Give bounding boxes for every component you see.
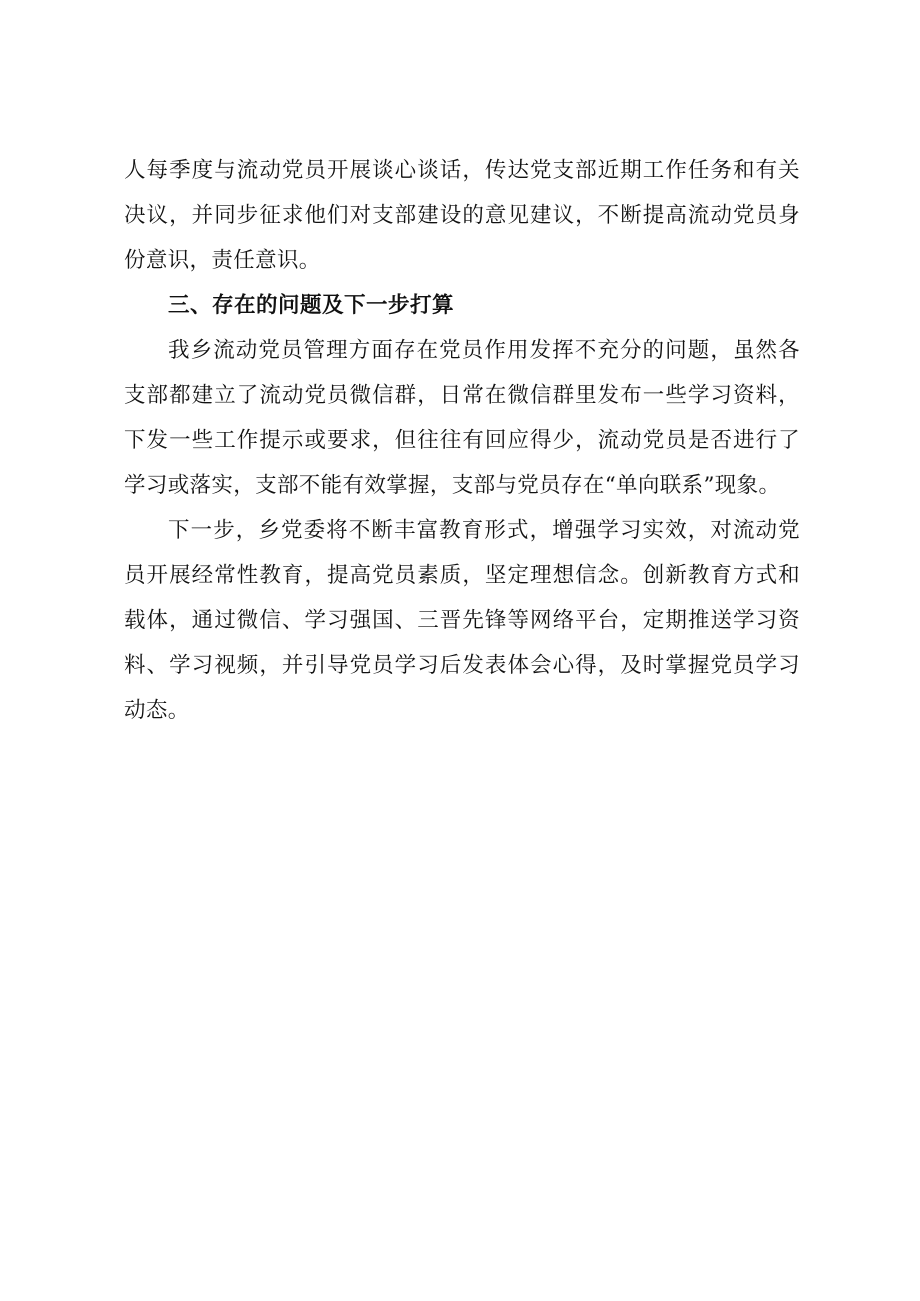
paragraph-continued: 人每季度与流动党员开展谈心谈话，传达党支部近期工作任务和有关决议，并同步征求他们对支部建设的意见建议，不断提高流动党员身份意识，责任意识。 [124,158,800,273]
paragraph-problems: 我乡流动党员管理方面存在党员作用发挥不充分的问题，虽然各支部都建立了流动党员微信群，日常在微信群里发布一些学习资料，下发一些工作提示或要求，但往往有回应得少，流动党员是否进行了学习或落实，支部不能有效掌握，支部与党员存在“单向联系”现象。 [124,338,800,498]
paragraph-next-steps: 下一步，乡党委将不断丰富教育形式，增强学习实效，对流动党员开展经常性教育，提高党员素质，坚定理想信念。创新教育方式和载体，通过微信、学习强国、三晋先锋等网络平台，定期推送学习资料、学习视频，并引导党员学习后发表体会心得，及时掌握党员学习动态。 [124,518,800,723]
section-heading-three: 三、存在的问题及下一步打算 [168,293,455,318]
document-body [124,148,800,733]
